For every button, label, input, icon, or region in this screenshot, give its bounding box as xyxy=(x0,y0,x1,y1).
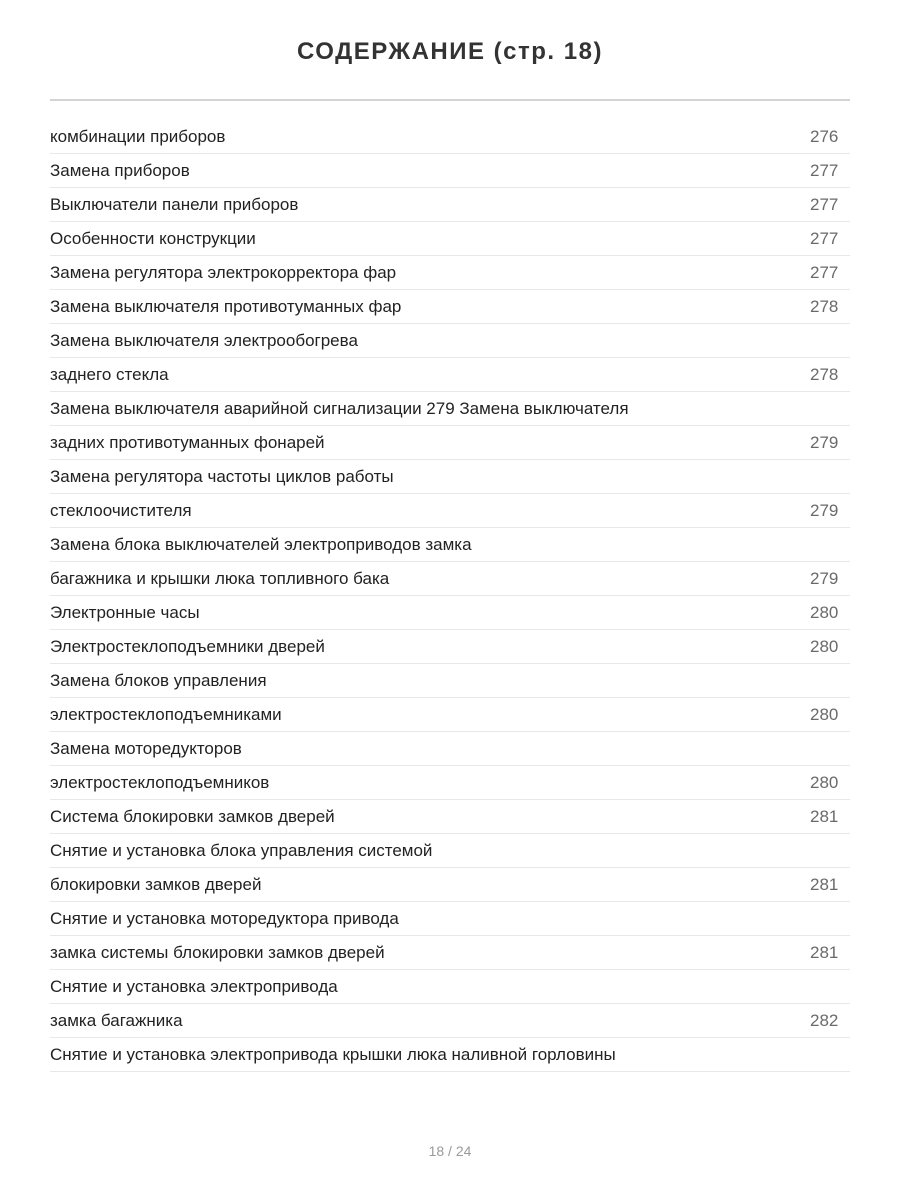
toc-entry[interactable] xyxy=(50,324,850,358)
toc-entry-title: Выключатели панели приборов xyxy=(50,195,299,214)
toc-entry-page-number: 278 xyxy=(810,297,839,316)
toc-entry-page-number: 276 xyxy=(810,127,839,146)
toc-entry-title: Замена регулятора электрокорректора фар xyxy=(50,263,397,282)
toc-entry-title: Особенности конструкции xyxy=(50,229,256,248)
toc-entry-title: стеклоочистителя xyxy=(50,501,192,520)
toc-entry-page-number: 279 xyxy=(810,433,839,452)
toc-entry-title: Снятие и установка блока управления системой xyxy=(50,841,433,860)
toc-entry-title: Система блокировки замков дверей xyxy=(50,807,335,826)
toc-entry[interactable] xyxy=(50,596,850,630)
toc-entry[interactable] xyxy=(50,358,850,392)
toc-entry[interactable] xyxy=(50,766,850,800)
toc-entry-title: Замена блока выключателей электроприводов замка xyxy=(50,535,472,554)
toc-entry-title: Снятие и установка моторедуктора привода xyxy=(50,909,399,928)
toc-entry[interactable] xyxy=(50,528,850,562)
toc-entry[interactable] xyxy=(50,290,850,324)
toc-entry-page-number: 282 xyxy=(810,1011,839,1030)
page-title: СОДЕРЖАНИЕ (стр. 18) xyxy=(297,38,603,65)
toc-entry-page-number: 277 xyxy=(810,229,839,248)
toc-entry-title: Снятие и установка электропривода xyxy=(50,977,338,996)
toc-entry-page-number xyxy=(810,850,850,851)
toc-entry[interactable] xyxy=(50,868,850,902)
toc-entry[interactable] xyxy=(50,392,850,426)
toc-entry-page-number xyxy=(810,476,850,477)
toc-entry[interactable] xyxy=(50,834,850,868)
toc-entry[interactable] xyxy=(50,188,850,222)
toc-entry-page-number: 281 xyxy=(810,807,839,826)
toc-entry-title: Замена выключателя противотуманных фар xyxy=(50,297,402,316)
toc-entry[interactable] xyxy=(50,800,850,834)
toc-entry-title: замка багажника xyxy=(50,1011,183,1030)
toc-entry[interactable] xyxy=(50,426,850,460)
toc-entry-title: электростеклоподъемниками xyxy=(50,705,282,724)
toc-entry-title: Замена приборов xyxy=(50,161,190,180)
toc-entry-title: комбинации приборов xyxy=(50,127,226,146)
toc-entry-title: Электростеклоподъемники дверей xyxy=(50,637,325,656)
toc-entry-page-number xyxy=(810,340,850,341)
toc-entry[interactable] xyxy=(50,494,850,528)
toc-entry-page-number xyxy=(810,918,850,919)
toc-entry[interactable] xyxy=(50,154,850,188)
toc-entry-page-number xyxy=(810,408,850,409)
toc-entry[interactable] xyxy=(50,120,850,154)
toc-entry-page-number xyxy=(810,748,850,749)
toc-entry[interactable] xyxy=(50,630,850,664)
toc-entry-page-number xyxy=(810,986,850,987)
toc-entry-page-number xyxy=(810,1054,850,1055)
toc-entry-page-number: 281 xyxy=(810,875,839,894)
toc-entry-title: Замена блоков управления xyxy=(50,671,267,690)
toc-entry-title: багажника и крышки люка топливного бака xyxy=(50,569,390,588)
toc-entry-page-number xyxy=(810,544,850,545)
toc-entry-page-number: 277 xyxy=(810,263,839,282)
toc-entry[interactable] xyxy=(50,562,850,596)
toc-entry-title: Замена моторедукторов xyxy=(50,739,242,758)
toc-entry-title: Замена выключателя электрообогрева xyxy=(50,331,358,350)
toc-entry-title: блокировки замков дверей xyxy=(50,875,262,894)
toc-entry-title: электростеклоподъемников xyxy=(50,773,270,792)
toc-entry-title: задних противотуманных фонарей xyxy=(50,433,325,452)
toc-entry[interactable] xyxy=(50,902,850,936)
title-divider xyxy=(50,99,850,101)
toc-entry[interactable] xyxy=(50,222,850,256)
toc-entry-page-number: 280 xyxy=(810,603,839,622)
toc-entry-page-number: 277 xyxy=(810,161,839,180)
toc-entry-page-number: 277 xyxy=(810,195,839,214)
toc-entry-title: заднего стекла xyxy=(50,365,169,384)
toc-entry[interactable] xyxy=(50,970,850,1004)
toc-entry[interactable] xyxy=(50,460,850,494)
toc-entry-title: Электронные часы xyxy=(50,603,200,622)
toc-entry-title: Замена выключателя аварийной сигнализации 279 Замена выключателя xyxy=(50,399,629,418)
toc-entry[interactable] xyxy=(50,664,850,698)
table-of-contents xyxy=(50,120,850,1072)
toc-entry-page-number: 280 xyxy=(810,637,839,656)
toc-entry-title: Замена регулятора частоты циклов работы xyxy=(50,467,394,486)
toc-entry-title: Снятие и установка электропривода крышки люка наливной горловины xyxy=(50,1045,616,1064)
toc-entry[interactable] xyxy=(50,732,850,766)
toc-entry-title: замка системы блокировки замков дверей xyxy=(50,943,385,962)
toc-entry-page-number: 280 xyxy=(810,773,839,792)
toc-entry[interactable] xyxy=(50,1004,850,1038)
toc-entry-page-number xyxy=(810,680,850,681)
toc-entry-page-number: 280 xyxy=(810,705,839,724)
toc-entry-page-number: 281 xyxy=(810,943,839,962)
toc-entry[interactable] xyxy=(50,698,850,732)
toc-entry[interactable] xyxy=(50,936,850,970)
toc-entry-page-number: 279 xyxy=(810,569,839,588)
page-indicator: 18 / 24 xyxy=(428,1143,472,1159)
toc-entry-page-number: 279 xyxy=(810,501,839,520)
toc-entry-page-number: 278 xyxy=(810,365,839,384)
toc-entry[interactable] xyxy=(50,1038,850,1072)
toc-entry[interactable] xyxy=(50,256,850,290)
